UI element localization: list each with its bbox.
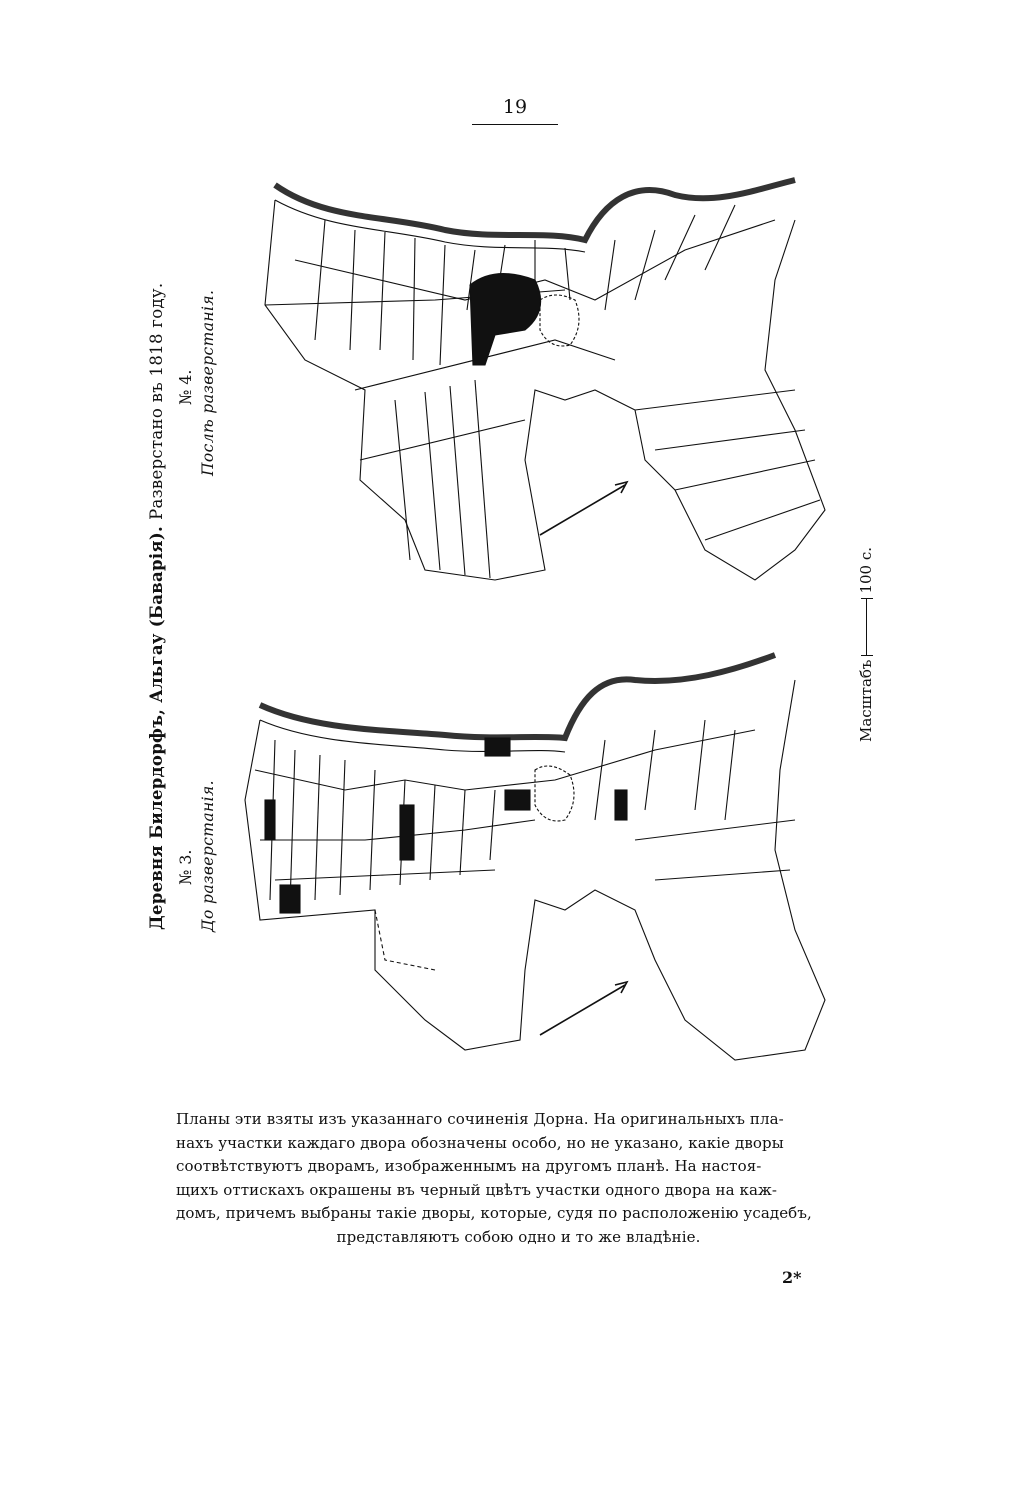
figure-title-year: Разверстано въ 1818 году. (147, 282, 166, 520)
figure-caption (176, 1108, 861, 1249)
plan-3-caption: До разверстанія. (199, 780, 217, 932)
farm-plot-black (400, 805, 414, 860)
north-arrow (540, 482, 627, 535)
plan-4-caption: Послѣ разверстанія. (199, 289, 217, 476)
north-arrow (540, 982, 627, 1035)
figure-title-main: Деревня Билердорфъ, Альгау (Баварія). (147, 525, 166, 930)
farm-plot-black (505, 790, 530, 810)
farm-plot-black (265, 800, 275, 840)
village-core (540, 295, 579, 346)
river (275, 180, 795, 240)
scale-bar (866, 598, 867, 656)
scale-label: Масштабъ (857, 659, 875, 742)
caption-line: Планы эти взяты изъ указаннаго сочиненія Дорна. На оригинальныхъ пла- (176, 1110, 784, 1128)
scale-value: 100 с. (857, 546, 875, 594)
signature-mark: 2* (782, 1268, 802, 1287)
figure-title (147, 283, 166, 930)
page-number-rule (472, 124, 558, 125)
caption-line: соотвѣтствуютъ дворамъ, изображеннымъ на другомъ планѣ. На настоя- (176, 1157, 762, 1175)
scale-legend (857, 547, 875, 742)
farm-plot-black (470, 274, 541, 365)
plan-3-number: № 3. (176, 849, 195, 885)
plan-4-map (235, 160, 835, 610)
farm-plot-black (485, 738, 510, 756)
farm-plot-black (615, 790, 627, 820)
caption-line: щихъ оттискахъ окрашены въ черный цвѣтъ участки одного двора на каж- (176, 1180, 778, 1199)
caption-line: домъ, причемъ выбраны такіе дворы, которые, судя по расположенію усадебъ, (176, 1204, 812, 1222)
plan-3-map (235, 640, 835, 1090)
river (260, 655, 775, 738)
farm-plot-black (280, 885, 300, 913)
page-number: 19 (502, 96, 528, 118)
caption-last-line: представляютъ собою одно и то же владѣніе. (336, 1227, 701, 1246)
village-core (535, 766, 574, 821)
caption-line: нахъ участки каждаго двора обозначены особо, но не указано, какіе дворы (176, 1133, 784, 1152)
outline (265, 200, 825, 580)
plan-4-number: № 4. (176, 369, 195, 405)
